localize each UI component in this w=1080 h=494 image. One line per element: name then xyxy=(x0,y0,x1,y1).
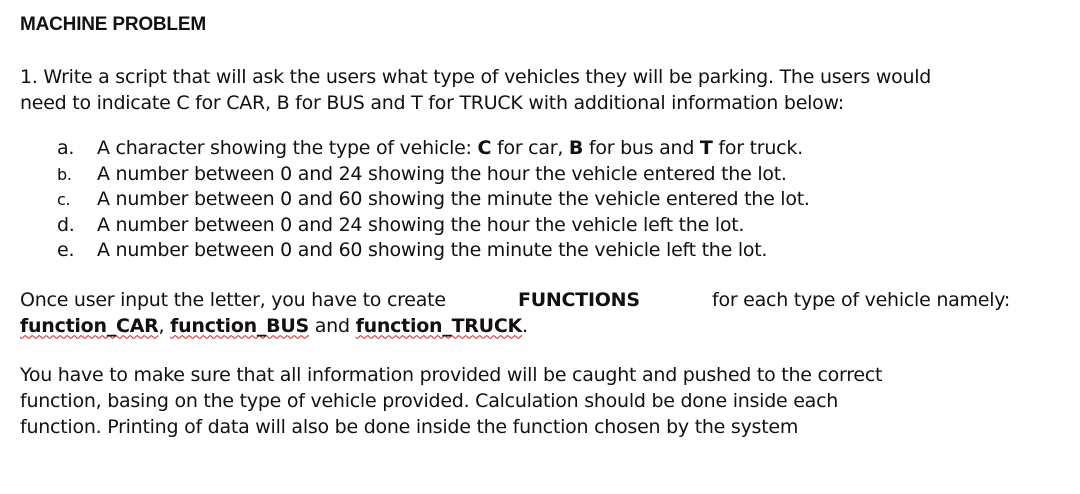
list-marker: a. xyxy=(57,137,75,159)
list-item xyxy=(20,238,1010,264)
list-marker: e. xyxy=(57,239,75,261)
list-item xyxy=(20,213,1010,239)
list-marker: c. xyxy=(57,190,71,209)
function-bus-name: function_BUS xyxy=(170,314,309,337)
document xyxy=(20,10,1010,440)
requirements-list xyxy=(20,136,1010,264)
page-title: MACHINE PROBLEM xyxy=(20,14,206,35)
list-item-text: A character showing the type of vehicle: C for car, B for bus and T for truck. xyxy=(97,137,803,159)
intro-paragraph xyxy=(20,64,1010,116)
function-truck-name: function_TRUCK xyxy=(355,314,523,337)
list-item-text: A number between 0 and 24 showing the hour the vehicle entered the lot. xyxy=(97,162,787,185)
list-item xyxy=(20,187,1010,213)
functions-line-2: function_CAR, function_BUS and function_TRUCK. xyxy=(20,314,528,337)
final-line-1: You have to make sure that all information provided will be caught and pushed to the correct xyxy=(20,363,883,386)
list-item-text: A number between 0 and 60 showing the minute the vehicle left the lot. xyxy=(97,239,768,261)
function-car-name: function_CAR xyxy=(20,314,159,337)
functions-keyword: FUNCTIONS xyxy=(518,288,640,311)
list-item-text: A number between 0 and 60 showing the minute the vehicle entered the lot. xyxy=(97,188,810,210)
final-paragraph xyxy=(20,362,1010,440)
final-line-3: function. Printing of data will also be done inside the function chosen by the system xyxy=(20,415,799,438)
functions-line-1: Once user input the letter, you have to create FUNCTIONS for each type of vehicle namely: xyxy=(20,288,1010,311)
list-item xyxy=(20,136,1010,162)
list-marker: b. xyxy=(57,164,72,184)
list-marker: d. xyxy=(57,213,75,236)
intro-line-2: need to indicate C for CAR, B for BUS and T for TRUCK with additional information below: xyxy=(20,92,844,114)
list-item xyxy=(20,162,1010,188)
functions-paragraph xyxy=(20,287,1010,339)
intro-line-1: 1. Write a script that will ask the users what type of vehicles they will be parking. The users would xyxy=(20,66,932,88)
final-line-2: function, basing on the type of vehicle provided. Calculation should be done inside each xyxy=(20,389,839,412)
list-item-text: A number between 0 and 24 showing the hour the vehicle left the lot. xyxy=(97,213,745,236)
